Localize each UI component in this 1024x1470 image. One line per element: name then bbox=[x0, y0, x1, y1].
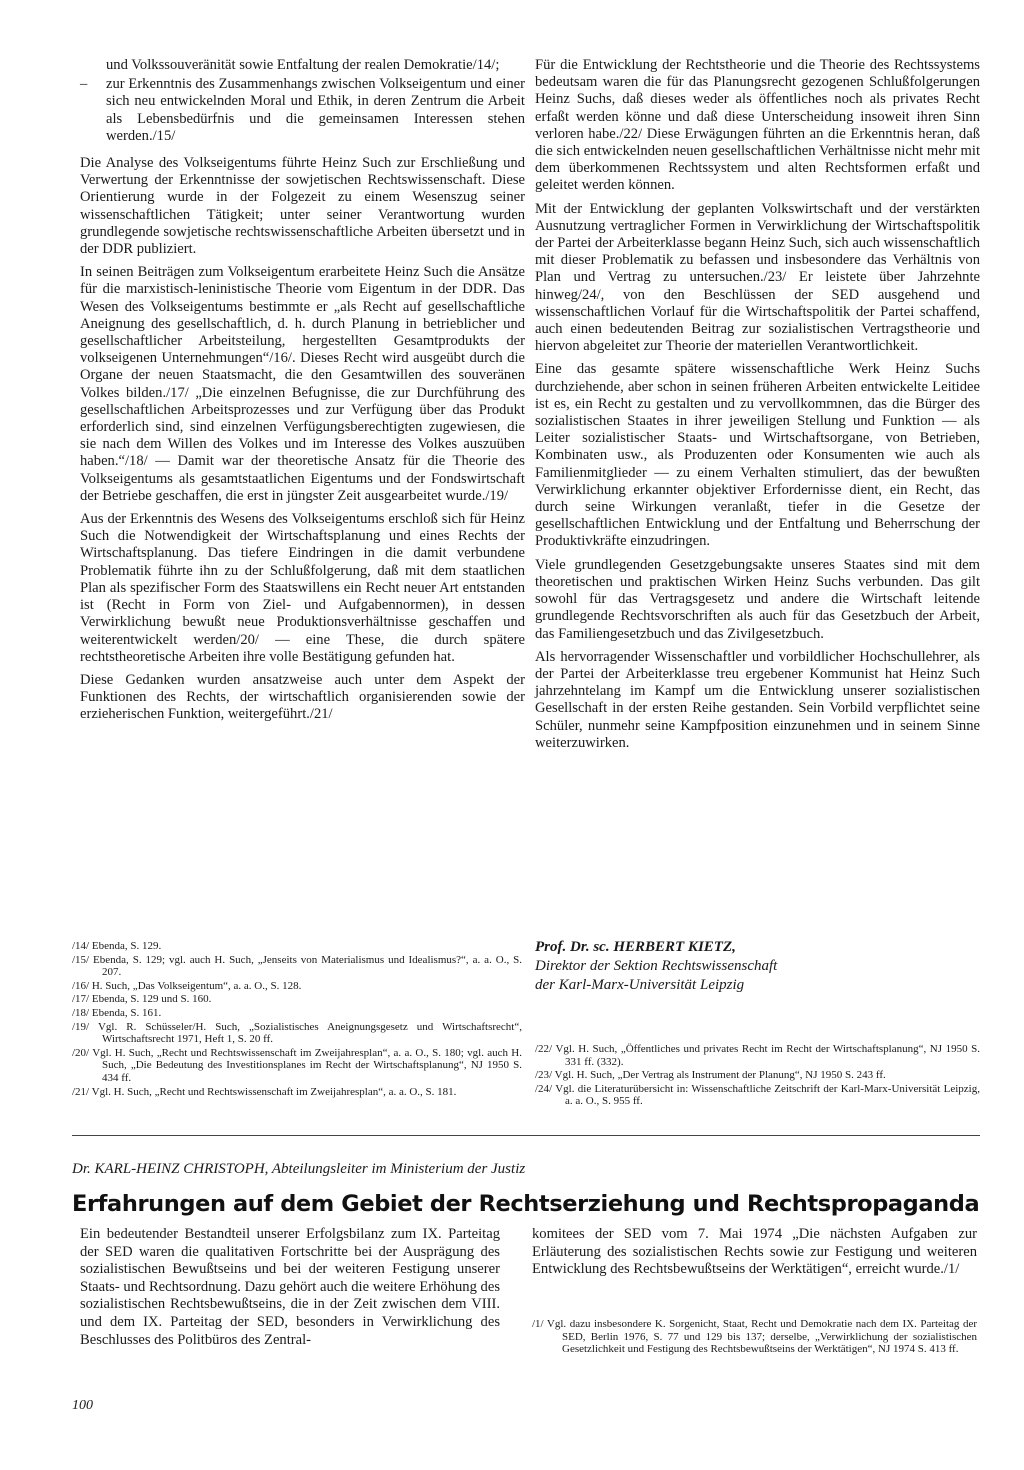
article-footnotes bbox=[532, 1318, 977, 1356]
article-title: Erfahrungen auf dem Gebiet der Rechtserziehung und Rechtspropaganda bbox=[72, 1191, 980, 1217]
article-left-column bbox=[80, 1226, 500, 1355]
paragraph: Die Analyse des Volkseigentums führte Heinz Such zur Erschließung und Verwertung der Erkenntnisse der sowjetischen Rechtswissenschaft. Diese Orientierung wurde in der Folgezeit zu einem Wesenszug seiner wissenschaftlichen Tätigkeit; unter seiner Verantwortung wurden grundlegende sowjetische rechtswissenschaftliche Arbeiten übersetzt und in der DDR publiziert. bbox=[80, 155, 525, 258]
paragraph: Mit der Entwicklung der geplanten Volkswirtschaft und der verstärkten Ausnutzung vertraglicher Formen in Verwirklichung der Wirtschaftspolitik der Partei der Arbeiterklasse begann Heinz Such, sich auch wissenschaftlich mit dieser Problematik zu befassen und insbesondere das Verhältnis von Plan und Vertrag zu untersuchen./23/ Er leistete über Jahrzehnte hinweg/24/, von den Beschlüssen der SED ausgehend und wissenschaftlichen Vorlauf für die Wirtschaftspolitik der Partei schaffend, auch einen bedeutenden Beitrag zur sozialistischen Vertragstheorie und hiervon abgeleitet zur Theorie der materiellen Verantwortlichkeit. bbox=[535, 200, 980, 355]
paragraph: komitees der SED vom 7. Mai 1974 „Die nächsten Aufgaben zur Erläuterung des sozialistischen Rechts sowie zur Festigung und weiteren Entwicklung des Rechtsbewußtseins der Werktätigen“, erreicht wurde./1/ bbox=[532, 1226, 977, 1278]
author-name: Prof. Dr. sc. HERBERT KIETZ, bbox=[535, 939, 736, 955]
continued-list-item: und Volkssouveränität sowie Entfaltung der realen Demokratie/14/; bbox=[106, 57, 500, 73]
footnote: /21/ Vgl. H. Such, „Recht und Rechtswissenschaft im Zweijahresplan“, a. a. O., S. 181. bbox=[72, 1085, 457, 1098]
paragraph: Diese Gedanken wurden ansatzweise auch unter dem Aspekt der Funktionen des Rechts, der wirtschaftlich organisierenden sowie der erzieherischen Funktion, weitergeführt./21/ bbox=[80, 671, 525, 723]
footnote: /19/ Vgl. R. Schüsseler/H. Such, „Sozialistisches Aneignungsgesetz und Wirtschaftsrecht“, Wirtschaftsrecht 1971, Heft 1, S. 20 ff. bbox=[72, 1020, 522, 1046]
page-number: 100 bbox=[72, 1398, 93, 1413]
right-column bbox=[535, 57, 980, 758]
paragraph: Viele grundlegenden Gesetzgebungsakte unseres Staates sind mit dem theoretischen und praktischen Wirken Heinz Suchs verbunden. Das gilt sowohl für das Vertragsgesetz und andere die Wirtschaft leitende grundlegende Rechtsvorschriften als auch für das Gesetzbuch der Arbeit, das Familiengesetzbuch und das Zivilgesetzbuch. bbox=[535, 556, 980, 642]
author-signature bbox=[535, 938, 980, 995]
paragraph: Eine das gesamte spätere wissenschaftliche Werk Heinz Suchs durchziehende, aber schon in seinen früheren Arbeiten entwickelte Leitidee ist es, ein Recht zu gestalten und zu vervollkommnen, das die Bürger des sozialistischen Staates in ihrer jeweiligen Stellung und Funktion — als Leiter sozialistischer Staats- und Wirtschaftsorgane, von Betrieben, Kombinaten usw., als Produzenten oder Konsumenten wie auch als Familienmitglieder — zu einem Verhalten stimuliert, das der bewußten Verwirklichung erkannter objektiver Erfordernisse dient, ein Recht, das durch seine Wirkungen veranlaßt, tiefer in die Gesetze der gesellschaftlichen Entwicklung und der Entfaltung und Beherrschung der Produktivkräfte einzudringen. bbox=[535, 361, 980, 550]
footnote: /24/ Vgl. die Literaturübersicht in: Wissenschaftliche Zeitschrift der Karl-Marx-Universität Leipzig, a. a. O., S. 955 ff. bbox=[535, 1082, 980, 1108]
footnote: /18/ Ebenda, S. 161. bbox=[72, 1006, 162, 1019]
footnote: /17/ Ebenda, S. 129 und S. 160. bbox=[72, 993, 212, 1006]
footnote: /20/ Vgl. H. Such, „Recht und Rechtswissenschaft im Zweijahresplan“, a. a. O., S. 180; vgl. auch H. Such, „Die Bedeutung des Investitionsplanes im Recht der Wirtschaftsplanung“, NJ 1950 S. 434 ff. bbox=[72, 1046, 522, 1084]
list-item-text: zur Erkenntnis des Zusammenhangs zwischen Volkseigentum und einer sich neu entwickelnden Moral und Ethik, in deren Zentrum die Arbeit als Lebensbedürfnis und die gemeinsamen Interessen stehen werden./15/ bbox=[106, 76, 525, 144]
footnote: /16/ H. Such, „Das Volkseigentum“, a. a. O., S. 128. bbox=[72, 979, 302, 992]
paragraph: Ein bedeutender Bestandteil unserer Erfolgsbilanz zum IX. Parteitag der SED waren die qualitativen Fortschritte bei der Ausprägung des sozialistischen Bewußtseins und bei der weiteren Festigung unserer Staats- und Rechtsordnung. Dazu gehört auch die weitere Erhöhung des sozialistischen Rechtsbewußtseins, die in der Zeit zwischen dem VIII. und dem IX. Parteitag der SED, besonders in Verwirklichung des Beschlusses des Politbüros des Zentral- bbox=[80, 1226, 500, 1348]
footnote: /15/ Ebenda, S. 129; vgl. auch H. Such, „Jenseits von Materialismus und Idealismus?“, a. a. O., S. 207. bbox=[72, 953, 522, 979]
section-divider bbox=[72, 1135, 980, 1136]
author-institution: der Karl-Marx-Universität Leipzig bbox=[535, 977, 745, 993]
author-position: Direktor der Sektion Rechtswissenschaft bbox=[535, 958, 778, 974]
left-column bbox=[80, 57, 525, 730]
footnote: /23/ Vgl. H. Such, „Der Vertrag als Instrument der Planung“, NJ 1950 S. 243 ff. bbox=[535, 1069, 886, 1082]
article-right-column bbox=[532, 1226, 977, 1285]
footnote: /1/ Vgl. dazu insbesondere K. Sorgenicht, Staat, Recht und Demokratie nach dem IX. Parteitag der SED, Berlin 1976, S. 77 und 129 bis 137; derselbe, „Verwirklichung der sozialistischen Gesetzlichkeit und Festigung des Rechtsbewußtseins der Werktätigen“, NJ 1974 S. 413 ff. bbox=[532, 1318, 977, 1356]
dash-marker: – bbox=[80, 76, 88, 93]
paragraph: Für die Entwicklung der Rechtstheorie und die Theorie des Rechtssystems bedeutsam waren die für das Planungsrecht gezogenen Schlußfolgerungen Heinz Suchs, daß dieses weder als öffentliches noch als privates Recht erfaßt werden könne und daß diese Unterscheidung insoweit ihren Sinn verloren habe./22/ Diese Erwägungen führten an die Erkenntnis heran, daß die sich entwickelnden neuen gesellschaftlichen Verhältnisse nicht mehr mit dem überkommenen Rechtssystem und alten Rechtsformen erfaßt und geleitet werden können. bbox=[535, 57, 980, 194]
footnote: /14/ Ebenda, S. 129. bbox=[72, 940, 162, 952]
footnotes-right bbox=[535, 1043, 980, 1109]
paragraph: In seinen Beiträgen zum Volkseigentum erarbeitete Heinz Such die Ansätze für die marxistisch-leninistische Theorie vom Eigentum in der DDR. Das Wesen des Volkseigentums bestimmte er „als Recht auf gesellschaftliche Aneignung des gesellschaftlich, d. h. durch Planung in betrieblicher und gesellschaftlicher Arbeitsteilung, hergestellten Gesamtprodukts der volkseigenen Unternehmungen“/16/. Dieses Recht wird ausgeübt durch die Organe der neuen Staatsmacht, die den Gesamtwillen des souveränen Volkes bilden./17/ „Die einzelnen Befugnisse, die zur Durchführung des gesellschaftlichen Arbeitsprozesses und zur Verfügung über das Produkt erforderlich sind, sind einzelnen Verfügungsberechtigten zugewiesen, die sie nach dem Willen des Volkes und im Interesse des Volkes auszuüben haben.“/18/ — Damit war der theoretische Ansatz für die Theorie des Volkseigentums als gesamtstaatlichen Eigentums und der Fondswirtschaft der Betriebe geschaffen, die erst in jüngster Zeit ausgearbeitet wurde./19/ bbox=[80, 264, 525, 504]
footnotes-left bbox=[72, 940, 522, 1099]
paragraph: Aus der Erkenntnis des Wesens des Volkseigentums erschloß sich für Heinz Such die Notwendigkeit der Wirtschaftsplanung und eines Rechts der Wirtschaftsplanung. Das tiefere Eindringen in die damit verbundene Problematik führte ihn zu der Schlußfolgerung, daß mit dem staatlichen Plan als spezifischer Form des Staatswillens ein Recht neuer Art entstanden ist (Recht in Form von Ziel- und Aufgabennormen), in dessen Verwirklichung bewußt neue Produktionsverhältnisse geschaffen und weiterentwickelt werden/20/ — eine These, die durch spätere rechtstheoretische Arbeiten ihre volle Bestätigung gefunden hat. bbox=[80, 511, 525, 665]
footnote: /22/ Vgl. H. Such, „Öffentliches und privates Recht im Recht der Wirtschaftsplanung“, NJ 1950 S. 331 ff. (332). bbox=[535, 1043, 980, 1068]
list-item bbox=[80, 76, 525, 145]
paragraph: Als hervorragender Wissenschaftler und vorbildlicher Hochschullehrer, als der Partei der Arbeiterklasse treu ergebener Kommunist hat Heinz Such jahrzehntelang im Kampf um die Entwicklung unserer sozialistischen Gesellschaft in der ersten Reihe gestanden. Sein Vorbild verpflichtet seine Schüler, nunmehr seine Kampfposition einzunehmen und in seinem Sinne weiterzuwirken. bbox=[535, 648, 980, 751]
article-byline: Dr. KARL-HEINZ CHRISTOPH, Abteilungsleiter im Ministerium der Justiz bbox=[72, 1161, 526, 1177]
